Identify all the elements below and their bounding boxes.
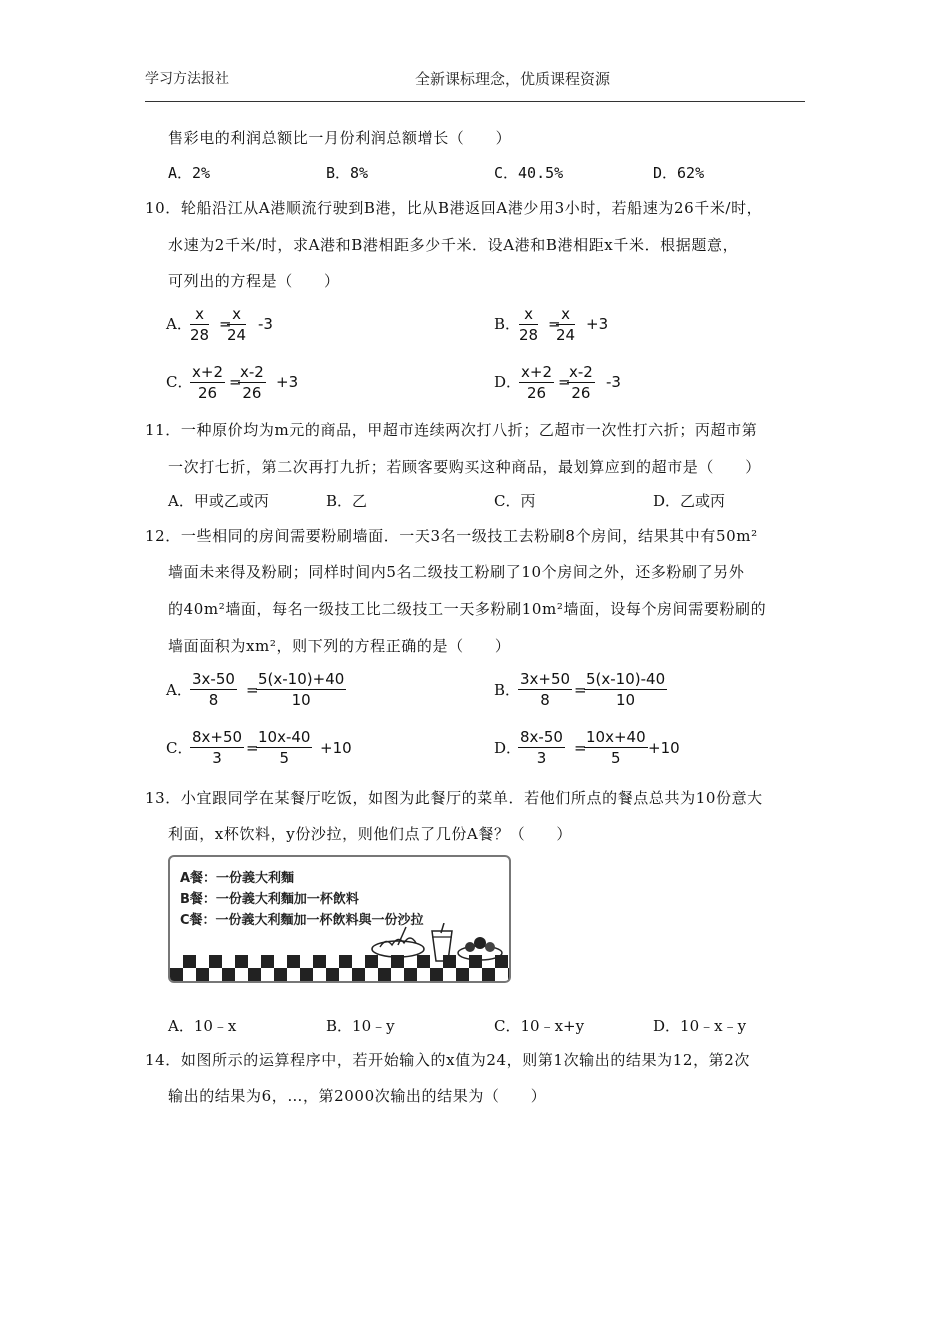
- q10-option-c-tail: +3: [276, 373, 299, 391]
- q10-option-c-frac1: $\frac{x+2}{26}$: [192, 363, 223, 402]
- q10-option-a-frac2: $\frac{x}{24}$: [227, 305, 247, 344]
- q9-option-d: D．62%: [653, 164, 705, 182]
- q12-option-c-tail: +10: [320, 739, 352, 757]
- q13-option-b: B．10﹣y: [326, 1017, 395, 1035]
- q12-option-c-eq: =: [246, 739, 259, 757]
- q10-option-c-frac2: $\frac{x-2}{26}$: [240, 363, 264, 402]
- checkered-border: [170, 955, 509, 981]
- q10-option-d-tail: -3: [606, 373, 621, 391]
- q12-option-b-frac2: $\frac{5(x-10)-40}{10}$: [586, 670, 666, 709]
- q10-line2: 水速为2千米/时，求A港和B港相距多少千米．设A港和B港相距x千米．根据题意，: [168, 236, 739, 254]
- q11-option-d: D．乙或丙: [653, 492, 726, 510]
- q10-option-a-eq: =: [219, 315, 232, 333]
- q12-line2: 墙面未来得及粉刷；同样时间内5名二级技工粉刷了10个房间之外，还多粉刷了另外: [168, 563, 745, 581]
- pasta-plate-icon: [372, 927, 424, 957]
- q10-option-b-label: B．: [494, 315, 521, 333]
- q10-option-c-eq: =: [229, 373, 242, 391]
- q12-option-a-frac1: $\frac{3x-50}{8}$: [192, 670, 235, 709]
- q10-option-a-frac1: $\frac{x}{28}$: [190, 305, 210, 344]
- header-slogan: 全新课标理念，优质课程资源: [415, 70, 611, 88]
- q10-option-b-frac2: $\frac{x}{24}$: [556, 305, 576, 344]
- q10-option-a-label: A．: [166, 315, 192, 333]
- q12-option-c-frac1: $\frac{8x+50}{3}$: [192, 728, 243, 767]
- q10-option-b-frac1: $\frac{x}{28}$: [519, 305, 539, 344]
- restaurant-menu-image: [168, 855, 511, 983]
- q12-option-d-label: D．: [494, 739, 522, 757]
- q12-line3: 的40m²墙面，每名一级技工比二级技工一天多粉刷10m²墙面，设每个房间需要粉刷的: [168, 600, 767, 618]
- q13-line2: 利面，x杯饮料，y份沙拉，则他们点了几份A餐？（ ）: [168, 825, 572, 843]
- q12-option-c-frac2: $\frac{10x-40}{5}$: [258, 728, 311, 767]
- q11-line2: 一次打七折，第二次再打九折；若顾客要购买这种商品，最划算应到的超市是（ ）: [168, 458, 761, 476]
- q12-option-d-frac2: $\frac{10x+40}{5}$: [586, 728, 646, 767]
- q10-option-d-frac1: $\frac{x+2}{26}$: [521, 363, 552, 402]
- q12-option-a-frac2: $\frac{5(x-10)+40}{10}$: [258, 670, 345, 709]
- q14-line1: 14．如图所示的运算程序中，若开始输入的x值为24，则第1次输出的结果为12，第2次: [145, 1051, 751, 1069]
- q12-line4: 墙面面积为xm²，则下列的方程正确的是（ ）: [168, 637, 511, 655]
- q11-option-b: B．乙: [326, 492, 368, 510]
- menu-item-c: C餐：一份義大利麵加一杯飲料與一份沙拉: [180, 913, 424, 928]
- q10-option-b-eq: =: [548, 315, 561, 333]
- q12-option-b-label: B．: [494, 681, 521, 699]
- q14-line2: 输出的结果为6，…，第2000次输出的结果为（ ）: [168, 1087, 547, 1105]
- q12-option-d-frac1: $\frac{8x-50}{3}$: [520, 728, 563, 767]
- q10-option-a-tail: -3: [258, 315, 273, 333]
- q10-option-b-tail: +3: [586, 315, 609, 333]
- q12-option-d-tail: +10: [648, 739, 680, 757]
- q9-option-a: A．2%: [168, 164, 211, 182]
- header-publisher: 学习方法报社: [145, 71, 229, 87]
- q12-option-c-label: C．: [166, 739, 193, 757]
- q9-option-b: B．8%: [326, 164, 369, 182]
- q11-option-c: C．丙: [494, 492, 536, 510]
- menu-item-b: B餐：一份義大利麵加一杯飲料: [180, 892, 359, 907]
- q13-line1: 13．小宜跟同学在某餐厅吃饭，如图为此餐厅的菜单．若他们所点的餐点总共为10份意大: [145, 789, 763, 807]
- q9-option-c: C．40.5%: [494, 164, 564, 182]
- q10-line1: 10．轮船沿江从A港顺流行驶到B港，比从B港返回A港少用3小时，若船速为26千米/时，: [145, 199, 763, 217]
- q12-line1: 12．一些相同的房间需要粉刷墙面．一天3名一级技工去粉刷8个房间，结果其中有50m²: [145, 527, 758, 545]
- q12-option-b-frac1: $\frac{3x+50}{8}$: [520, 670, 571, 709]
- q12-option-a-eq: =: [246, 681, 259, 699]
- menu-item-a: A餐：一份義大利麵: [180, 871, 295, 886]
- header-divider: [145, 101, 805, 102]
- q10-option-d-frac2: $\frac{x-2}{26}$: [569, 363, 593, 402]
- q9-text: 售彩电的利润总额比一月份利润总额增长（ ）: [168, 129, 512, 147]
- q10-option-d-label: D．: [494, 373, 522, 391]
- q10-option-d-eq: =: [558, 373, 571, 391]
- q12-option-a-label: A．: [166, 681, 192, 699]
- q10-option-c-label: C．: [166, 373, 193, 391]
- q11-option-a: A．甲或乙或丙: [168, 492, 269, 510]
- q12-option-d-eq: =: [574, 739, 587, 757]
- q12-option-b-eq: =: [574, 681, 587, 699]
- q13-option-c: C．10﹣x+y: [494, 1017, 585, 1035]
- q13-option-d: D．10﹣x﹣y: [653, 1017, 747, 1035]
- q13-option-a: A．10﹣x: [168, 1017, 237, 1035]
- q10-line3: 可列出的方程是（ ）: [168, 272, 340, 290]
- q11-line1: 11．一种原价均为m元的商品，甲超市连续两次打八折；乙超市一次性打六折；丙超市第: [145, 421, 758, 439]
